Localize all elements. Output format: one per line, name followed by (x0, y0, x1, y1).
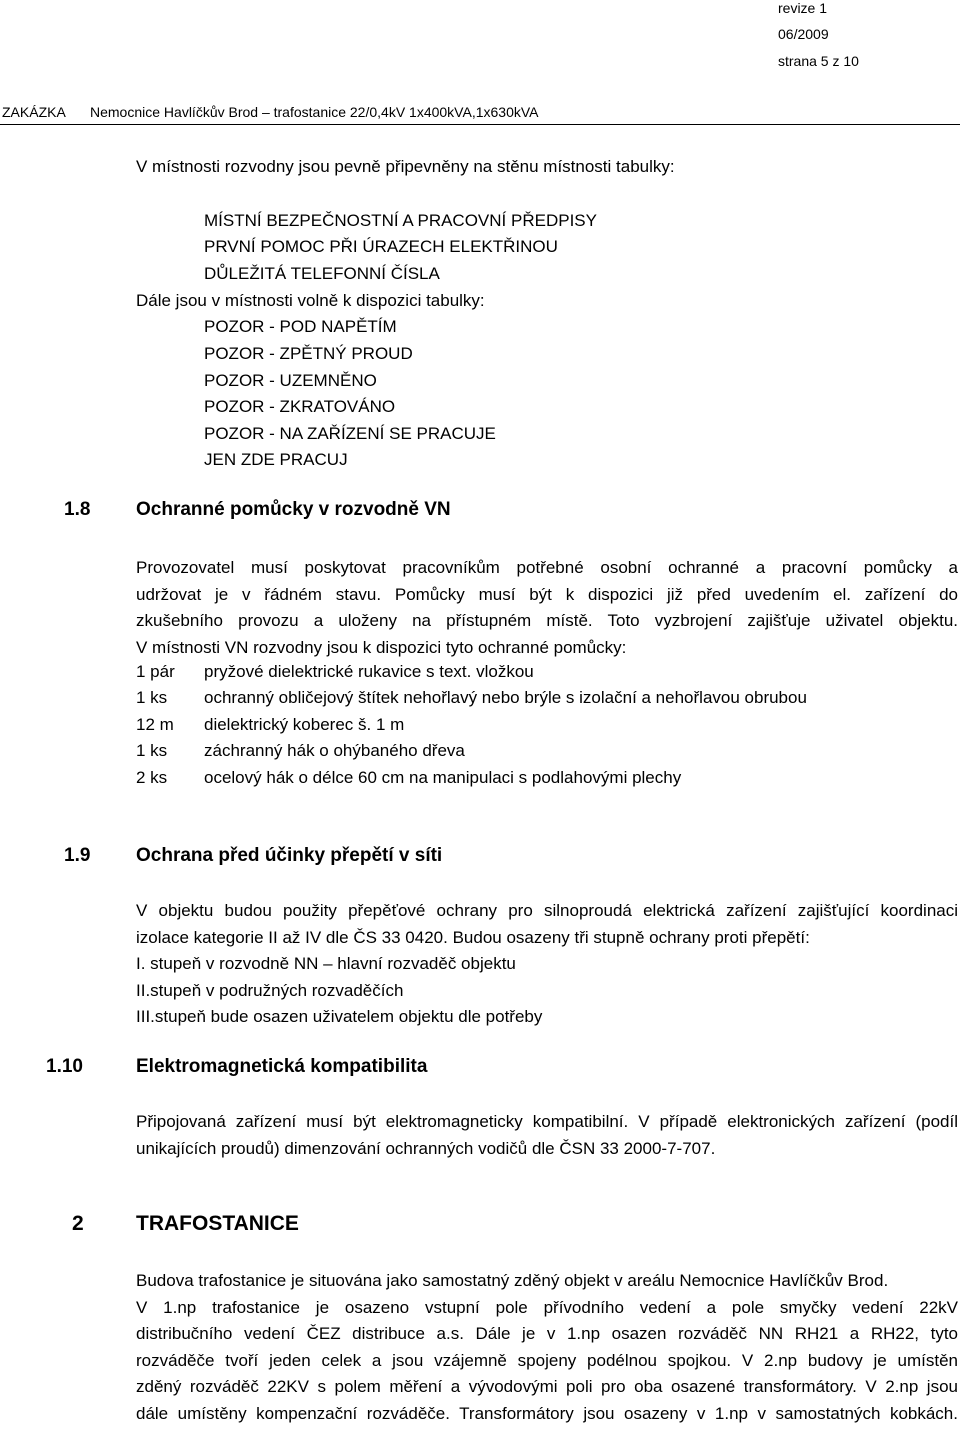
intro-line: Dále jsou v místnosti volně k dispozici tabulky: (136, 291, 485, 310)
paragraph-line: rozváděče tvoří jeden celek a jsou vzájemně spojeny podélnou spojkou. V 2.np budovy je umístěn (136, 1350, 958, 1370)
zakazka-label: ZAKÁZKA (2, 104, 66, 120)
paragraph-line: II.stupeň v podružných rozvaděčích (136, 980, 404, 1000)
equipment-desc: záchranný hák o ohýbaného dřeva (204, 741, 465, 760)
section-paragraph (136, 898, 958, 1031)
equipment-desc: ocelový hák o délce 60 cm na manipulaci s podlahovými plechy (204, 768, 682, 787)
equipment-desc: dielektrický koberec š. 1 m (204, 715, 405, 734)
paragraph-line: Provozovatel musí poskytovat pracovníkům potřebné osobní ochranné a pracovní pomůcky a (136, 558, 958, 577)
paragraph-line: unikajících proudů) dimenzování ochranných vodičů dle ČSN 33 2000-7-707. (136, 1138, 716, 1158)
paragraph-line: Budova trafostanice je situována jako samostatný zděný objekt v areálu Nemocnice Havlíčkův Brod. (136, 1271, 889, 1290)
paragraph-line: V objektu budou použity přepěťové ochrany pro silnoproudá elektrická zařízení zajišťující koordinaci (136, 901, 958, 920)
equipment-qty: 1 pár (136, 662, 175, 681)
paragraph-line: distribučního vedení ČEZ distribuce a.s. Dále je v 1.np osazen rozváděč NN RH21 a RH22, tyto (136, 1324, 958, 1344)
chapter-number: 2 (72, 1212, 84, 1235)
paragraph-line: izolace kategorie II až IV dle ČS 33 0420. Budou osazeny tři stupně ochrany proti přepětí: (136, 927, 810, 947)
paragraph-line: I. stupeň v rozvodně NN – hlavní rozvaděč objektu (136, 954, 516, 974)
paragraph-line: V místnosti VN rozvodny jsou k dispozici tyto ochranné pomůcky: (136, 637, 627, 657)
sign-item: POZOR - ZPĚTNÝ PROUD (204, 344, 413, 363)
document-header (0, 104, 960, 125)
paragraph-line: zkušebního provozu a uloženy na přístupném místě. Toto vyzbrojení zajišťuje uživatel objektu. (136, 611, 958, 631)
equipment-qty: 1 ks (136, 741, 168, 760)
section-paragraph (136, 555, 958, 661)
date-label: 06/2009 (778, 26, 829, 42)
paragraph-line: dále umístěny kompenzační rozváděče. Transformátory jsou osazeny v 1.np v samostatných kobkách. (136, 1403, 958, 1423)
sign-item: POZOR - NA ZAŘÍZENÍ SE PRACUJE (204, 424, 496, 443)
section-number: 1.8 (64, 499, 91, 520)
paragraph-line: Připojovaná zařízení musí být elektromagneticky kompatibilní. V případě elektronických zařízení (podíl (136, 1112, 958, 1131)
sign-item: POZOR - ZKRATOVÁNO (204, 397, 396, 416)
sign-item: POZOR - UZEMNĚNO (204, 371, 377, 390)
sign-item: POZOR - POD NAPĚTÍM (204, 317, 397, 336)
section-paragraph (136, 1109, 958, 1162)
section-title: Ochrana před účinky přepětí v síti (136, 845, 443, 866)
revision-label: revize 1 (778, 0, 828, 16)
paragraph-line: zděný rozváděč 22KV s polem měření a vývodovými poli pro oba osazené transformátory. V 2.np jsou (136, 1377, 958, 1397)
equipment-desc: pryžové dielektrické rukavice s text. vložkou (204, 662, 534, 681)
section-title: Ochranné pomůcky v rozvodně VN (136, 499, 451, 520)
sign-item: PRVNÍ POMOC PŘI ÚRAZECH ELEKTŘINOU (204, 237, 558, 256)
equipment-qty: 12 m (136, 715, 174, 734)
paragraph-line: udržovat je v řádném stavu. Pomůcky musí být k dispozici již před uvedením el. zařízení do (136, 584, 958, 604)
equipment-desc: ochranný obličejový štítek nehořlavý nebo brýle s izolační a nehořlavou obrubou (204, 688, 807, 707)
section-title: Elektromagnetická kompatibilita (136, 1056, 428, 1077)
project-title: Nemocnice Havlíčkův Brod – trafostanice 22/0,4kV 1x400kVA,1x630kVA (90, 104, 539, 120)
page-counter: strana 5 z 10 (778, 53, 859, 69)
sign-item: DŮLEŽITÁ TELEFONNÍ ČÍSLA (204, 264, 440, 283)
paragraph-line: III.stupeň bude osazen uživatelem objektu dle potřeby (136, 1007, 543, 1027)
sign-item: JEN ZDE PRACUJ (204, 450, 348, 469)
section-number: 1.9 (64, 845, 91, 866)
equipment-qty: 1 ks (136, 688, 168, 707)
equipment-qty: 2 ks (136, 768, 168, 787)
section-paragraph (136, 1268, 958, 1428)
paragraph-line: V 1.np trafostanice je osazeno vstupní pole přívodního vedení a pole smyčky vedení 22kV (136, 1297, 958, 1317)
chapter-title: TRAFOSTANICE (136, 1212, 299, 1235)
sign-item: MÍSTNÍ BEZPEČNOSTNÍ A PRACOVNÍ PŘEDPISY (204, 211, 597, 230)
intro-line: V místnosti rozvodny jsou pevně připevněny na stěnu místnosti tabulky: (136, 157, 675, 176)
section-number: 1.10 (46, 1056, 83, 1077)
